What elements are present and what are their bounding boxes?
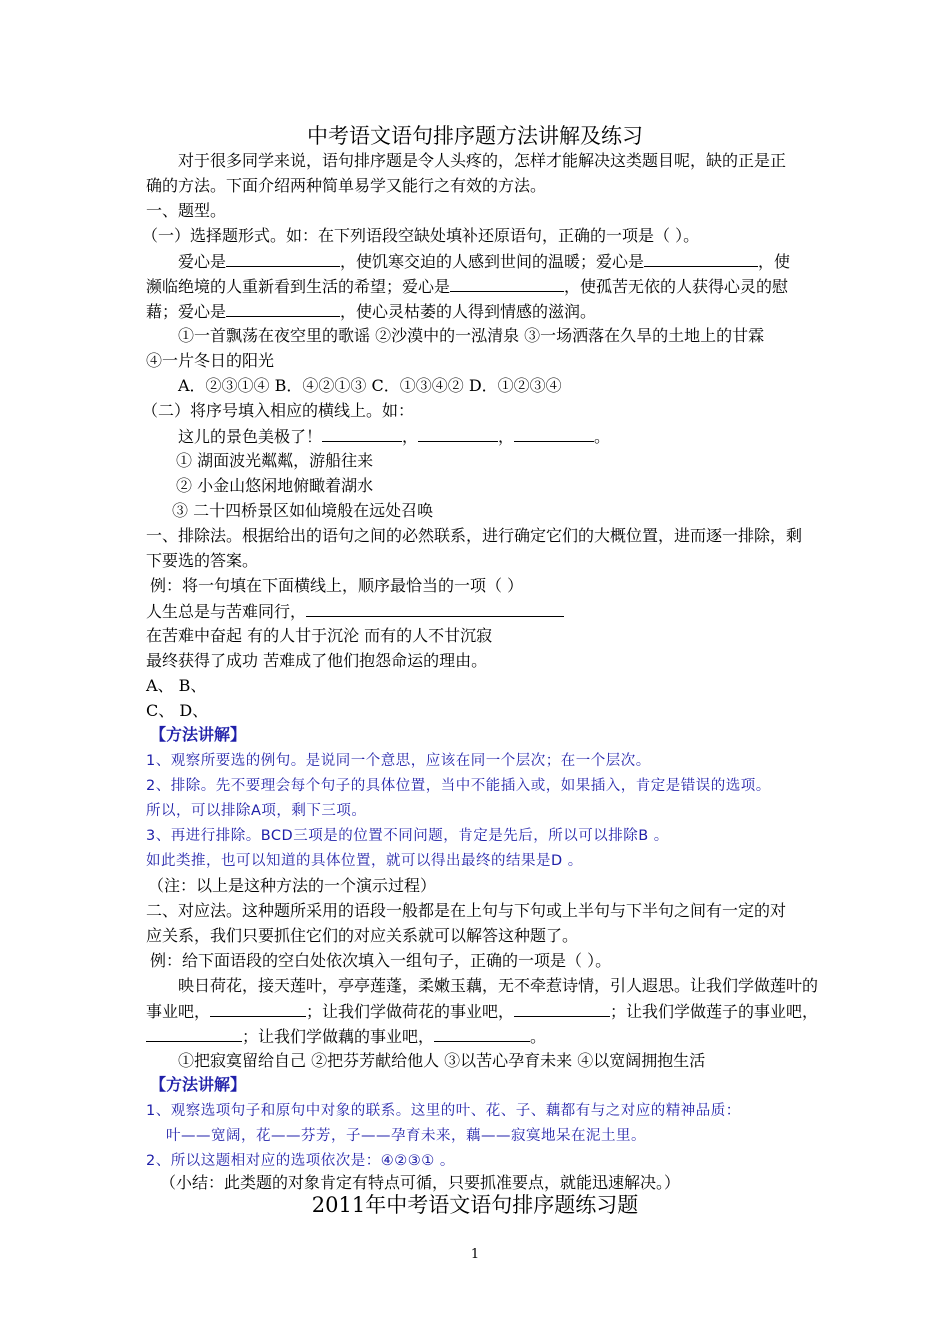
method1-choices-cd: C、 D、: [146, 701, 209, 720]
text-span: ，: [498, 427, 515, 446]
intro-line-2: 确的方法。下面介绍两种简单易学又能行之有效的方法。: [146, 176, 547, 195]
method1-sentences-2: 最终获得了成功 苦难成了他们抱怨命运的理由。: [146, 651, 488, 670]
method1-heading: 一、排除法。根据给出的语句之间的必然联系，进行确定它们的大概位置，进而逐一排除，剩: [146, 526, 803, 545]
method1-heading-cont: 下要选的答案。: [146, 551, 259, 570]
method-explain-label: 【方法讲解】: [150, 725, 247, 744]
method2-explain-1: 1、观察选项句子和原句中对象的联系。这里的叶、花、子、藕都有与之对应的精神品质：: [146, 1103, 741, 1119]
question2-option-3: ③ 二十四桥景区如仙境般在远处召唤: [172, 501, 434, 520]
exercise-title: 2011年中考语文语句排序题练习题: [311, 1193, 639, 1217]
text-span: ；让我们学做荷花的事业吧，: [306, 1002, 515, 1021]
question1-choices: A．②③①④ B．④②①③ C．①③④② D．①②③④: [178, 376, 562, 395]
text-span: ，使饥寒交迫的人感到世间的温暖；爱心是: [340, 252, 645, 271]
question1-options-1: ①一首飘荡在夜空里的歌谣 ②沙漠中的一泓清泉 ③一场洒落在久旱的土地上的甘霖: [178, 326, 765, 345]
text-span: 。: [530, 1027, 547, 1046]
blank-line: [306, 600, 564, 617]
method2-example: 例：给下面语段的空白处依次填入一组句子，正确的一项是（ ）。: [150, 951, 612, 970]
method2-heading-cont: 应关系，我们只要抓住它们的对应关系就可以解答这种题了。: [146, 926, 579, 945]
question2-option-2: ② 小金山悠闲地俯瞰着湖水: [176, 476, 374, 495]
question2-option-1: ① 湖面波光粼粼，游船往来: [176, 451, 374, 470]
blank-line: [210, 1000, 306, 1017]
blank-line: [514, 1000, 610, 1017]
subsection-choice-form: （一）选择题形式。如：在下列语段空缺处填补还原语句，正确的一项是（ ）。: [142, 226, 700, 245]
blank-line: [146, 1025, 242, 1042]
page-number: 1: [470, 1247, 480, 1262]
question1-options-2: ④一片冬日的阳光: [146, 351, 275, 370]
question2-stem: [178, 425, 610, 448]
question1-line-2: [146, 275, 788, 298]
method1-choices-ab: A、 B、: [146, 676, 207, 695]
method1-question: [146, 600, 564, 623]
blank-line: [450, 275, 564, 292]
blank-line: [644, 250, 758, 267]
text-span: 藉；爱心是: [146, 302, 227, 321]
method2-options: ①把寂寞留给自己 ②把芬芳献给他人 ③以苦心孕育未来 ④以宽阔拥抱生活: [178, 1051, 706, 1070]
text-span: 。: [594, 427, 611, 446]
summary-note: （小结：此类题的对象肯定有特点可循，只要抓准要点，就能迅速解决。）: [160, 1173, 681, 1192]
text-span: ；让我们学做藕的事业吧，: [242, 1027, 435, 1046]
method1-note: （注：以上是这种方法的一个演示过程）: [148, 876, 437, 895]
blank-line: [514, 425, 594, 442]
method1-sentences-1: 在苦难中奋起 有的人甘于沉沦 而有的人不甘沉寂: [146, 626, 493, 645]
question1-line-3: [146, 300, 596, 323]
method1-explain-2: 2、排除。先不要理会每个句子的具体位置，当中不能插入或，如果插入，肯定是错误的选项。: [146, 778, 771, 794]
method-explain-label-2: 【方法讲解】: [150, 1075, 247, 1094]
method2-explain-1-cont: 叶——宽阔，花——芬芳，子——孕育未来，藕——寂寞地呆在泥土里。: [166, 1128, 646, 1144]
blank-line: [226, 250, 340, 267]
method2-explain-2: 2、所以这题相对应的选项依次是：④②③① 。: [146, 1153, 455, 1169]
method1-explain-3: 3、再进行排除。BCD三项是的位置不同问题，肯定是先后，所以可以排除B 。: [146, 828, 669, 844]
text-span: 事业吧，: [146, 1002, 211, 1021]
method1-explain-4: 如此类推，也可以知道的具体位置，就可以得出最终的结果是D 。: [146, 853, 583, 869]
text-span: ，: [402, 427, 419, 446]
text-span: 爱心是: [178, 252, 227, 271]
method1-explain-2-cont: 所以，可以排除A项，剩下三项。: [146, 803, 367, 819]
method2-passage-3: [146, 1025, 546, 1048]
text-span: ；让我们学做莲子的事业吧，: [610, 1002, 819, 1021]
method2-heading: 二、对应法。这种题所采用的语段一般都是在上句与下句或上半句与下半句之间有一定的对: [146, 901, 787, 920]
question1-line-1: [178, 250, 790, 273]
text-span: ，使孤苦无依的人获得心灵的慰: [564, 277, 789, 296]
method2-passage-2: [146, 1000, 818, 1023]
blank-line: [322, 425, 402, 442]
intro-line-1: 对于很多同学来说，语句排序题是令人头疼的，怎样才能解决这类题目呢，缺的正是正: [178, 151, 787, 170]
text-span: ，使心灵枯萎的人得到情感的滋润。: [340, 302, 597, 321]
text-span: 濒临绝境的人重新看到生活的希望；爱心是: [146, 277, 451, 296]
text-span: 人生总是与苦难同行，: [146, 602, 307, 621]
subsection-fill-form: （二）将序号填入相应的横线上。如：: [142, 401, 415, 420]
text-span: ，使: [758, 252, 791, 271]
method1-example: 例：将一句填在下面横线上，顺序最恰当的一项（ ）: [150, 576, 524, 595]
section-heading-types: 一、题型。: [146, 201, 227, 220]
blank-line: [434, 1025, 530, 1042]
blank-line: [418, 425, 498, 442]
text-span: 这儿的景色美极了！: [178, 427, 323, 446]
method1-explain-1: 1、观察所要选的例句。是说同一个意思，应该在同一个层次；在一个层次。: [146, 753, 651, 769]
method2-passage-1: 映日荷花，接天莲叶，亭亭莲蓬，柔嫩玉藕，无不牵惹诗情，引人遐思。让我们学做莲叶的: [178, 976, 819, 995]
blank-line: [226, 300, 340, 317]
page-title: 中考语文语句排序题方法讲解及练习: [307, 124, 643, 148]
